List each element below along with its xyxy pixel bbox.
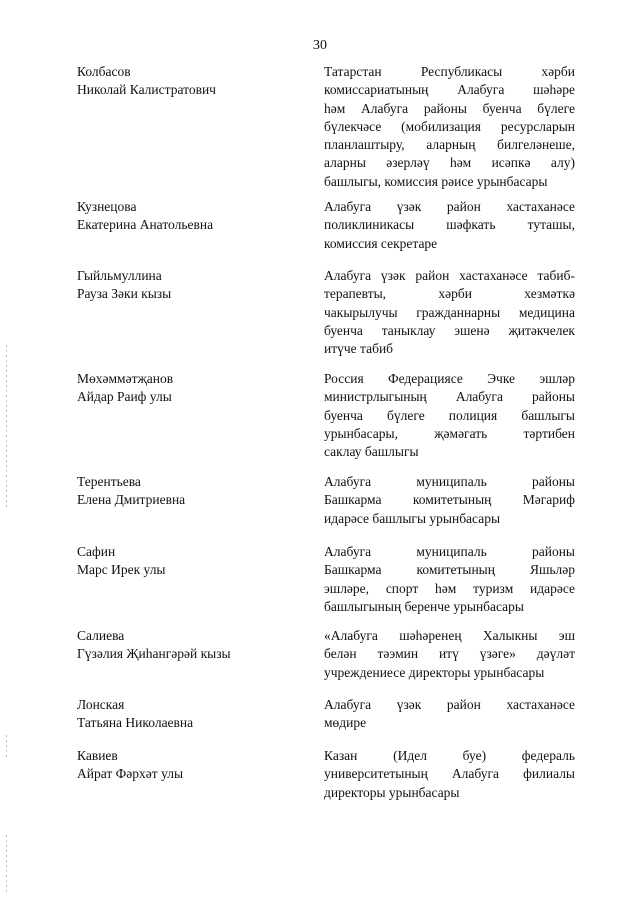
member-given-name: Рауза Зәки кызы — [77, 286, 172, 302]
role-line: министрлыгының Алабуга районы — [324, 389, 575, 405]
role-line: Россия Федерациясе Эчке эшләр — [324, 371, 575, 386]
role-line: мөдире — [324, 715, 367, 731]
member-role — [324, 370, 575, 461]
member-role — [324, 747, 575, 802]
role-line: чакырылучы гражданнарны медицина — [324, 304, 575, 320]
role-line: директоры урынбасары — [324, 784, 460, 800]
scan-edge-mark — [6, 835, 7, 895]
role-line: поликлиникасы шәфкать туташы, — [324, 217, 575, 233]
role-line: Алабуга муниципаль районы — [324, 474, 575, 489]
member-name — [77, 627, 297, 664]
role-line: белән тәэмин итү үзәге» дәүләт — [324, 646, 575, 662]
role-line: Башкарма комитетының Яшьләр — [324, 562, 575, 578]
scan-edge-mark — [6, 345, 7, 470]
role-line: университетының Алабуга филиалы — [324, 766, 575, 782]
member-given-name: Марс Ирек улы — [77, 562, 166, 578]
role-line: учреждениесе директоры урынбасары — [324, 664, 545, 680]
role-line: саклау башлыгы — [324, 444, 419, 460]
role-line: итүче табиб — [324, 341, 394, 357]
role-line: Казан (Идел буе) федераль — [324, 748, 575, 763]
scan-edge-mark — [6, 470, 7, 510]
member-given-name: Гүзәлия Җиһангәрәй кызы — [77, 646, 231, 662]
role-line: Алабуга үзәк район хастаханәсе — [324, 199, 575, 214]
member-role — [324, 696, 575, 733]
member-surname: Салиева — [77, 628, 125, 643]
member-name — [77, 198, 297, 235]
member-role — [324, 627, 575, 682]
role-line: һәм Алабуга районы буенча бүлеге — [324, 100, 575, 116]
member-role — [324, 473, 575, 528]
role-line: башлыгының беренче урынбасары — [324, 598, 524, 614]
member-surname: Кузнецова — [77, 199, 137, 214]
member-given-name: Елена Дмитриевна — [77, 492, 186, 508]
member-name — [77, 370, 297, 407]
member-surname: Гыйльмуллина — [77, 268, 162, 283]
role-line: комиссариатының Алабуга шәһәре — [324, 82, 575, 98]
member-name — [77, 696, 297, 733]
member-surname: Лонская — [77, 697, 125, 712]
member-given-name: Екатерина Анатольевна — [77, 217, 214, 233]
member-surname: Кавиев — [77, 748, 118, 763]
member-given-name: Николай Калистратович — [77, 82, 216, 98]
member-surname: Сафин — [77, 544, 116, 559]
member-name — [77, 747, 297, 784]
role-line: эшләре, спорт һәм туризм идарәсе — [324, 580, 575, 596]
role-line: терапевты, хәрби хезмәткә — [324, 286, 575, 302]
member-surname: Терентьева — [77, 474, 141, 489]
member-given-name: Айдар Раиф улы — [77, 389, 172, 405]
member-name — [77, 543, 297, 580]
member-given-name: Айрат Фәрхәт улы — [77, 766, 184, 782]
page-number: 30 — [313, 38, 327, 53]
role-line: Татарстан Республикасы хәрби — [324, 64, 575, 79]
role-line: планлаштыру, аларның билгеләнеше, — [324, 137, 575, 153]
role-line: идарәсе башлыгы урынбасары — [324, 510, 501, 526]
member-name — [77, 63, 297, 100]
role-line: Алабуга муниципаль районы — [324, 544, 575, 559]
role-line: бүлекчәсе (мобилизация ресурсларын — [324, 118, 575, 134]
member-role — [324, 267, 575, 358]
role-line: буенча бүлеге полиция башлыгы — [324, 407, 575, 423]
role-line: Башкарма комитетының Мәгариф — [324, 492, 575, 508]
role-line: Алабуга үзәк район хастаханәсе — [324, 697, 575, 712]
member-name — [77, 267, 297, 304]
member-name — [77, 473, 297, 510]
role-line: комиссия секретаре — [324, 235, 438, 251]
role-line: урынбасары, җәмәгать тәртибен — [324, 425, 575, 441]
member-role — [324, 198, 575, 253]
member-role — [324, 63, 575, 191]
role-line: «Алабуга шәһәренең Халыкны эш — [324, 628, 575, 643]
role-line: буенча таныклау эшенә җитәкчелек — [324, 322, 575, 338]
member-surname: Колбасов — [77, 64, 131, 79]
member-role — [324, 543, 575, 616]
member-given-name: Татьяна Николаевна — [77, 715, 194, 731]
scan-edge-mark — [6, 735, 7, 760]
role-line: Алабуга үзәк район хастаханәсе табиб- — [324, 268, 575, 283]
member-surname: Мөхәммәтҗанов — [77, 371, 174, 386]
role-line: аларны әзерләү һәм исәпкә алу) — [324, 155, 575, 171]
role-line: башлыгы, комиссия рәисе урынбасары — [324, 173, 548, 189]
